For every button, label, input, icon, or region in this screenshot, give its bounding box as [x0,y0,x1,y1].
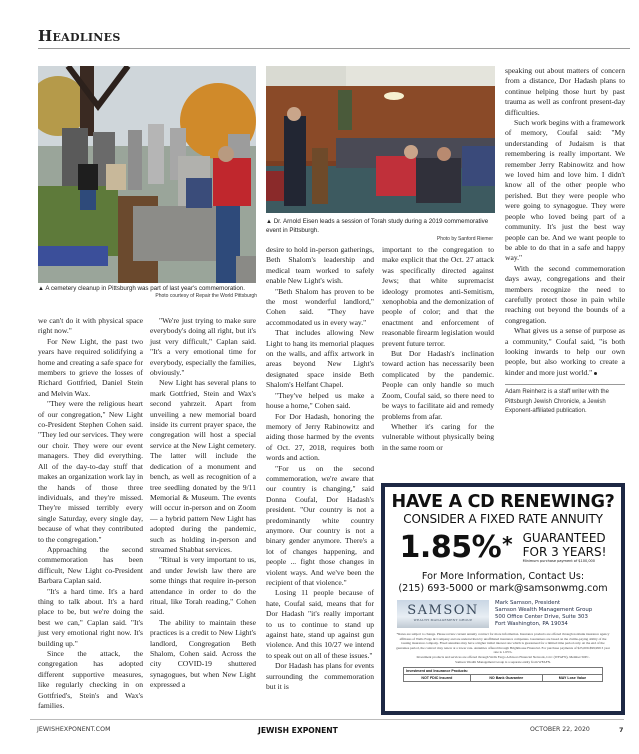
ad-rate-row [385,530,621,565]
samson-logo [397,600,489,628]
paragraph: important to the congregation to make explicit that the Oct. 27 attack was specifically directed against Jews; that white supremacist ideology promotes anti-Semitism, xenophobia and the demonization of people of color; and that the enactment and enforcement of reasonable firearm legislation would prevent future terror. [382,245,494,348]
ad-headline: HAVE A CD RENEWING? [391,492,615,512]
torah-study-photo [266,66,495,213]
paragraph: Such work begins with a framework of memory, Coufal said: "My understanding of Judaism is that remembering is really important. We remember Jerry Rabinowitz and how we loved him and love him. I didn't know all of the other people who perished. But they were people who were going to synagogue. They were people who loved being part of a community. It's just the best way people can be. And we want people to be able to do that in a safe and happy way." [505,118,625,263]
ad-guarantee [523,531,607,564]
ad-contact[interactable]: (215) 693-5000 or mark@samsonwmg.com [398,583,608,594]
paragraph: But Dor Hadash's inclination toward action has necessarily been complicated by the pandemic. People can only handle so much Zoom, Coufal said, so there need to be ways to facilitate aid and remedy problems from afar. [382,349,494,421]
paragraph: Since the attack, the congregation has adopted different supportive measures, like regularly checking in on Gottfried's, Stein's and Wax's families. [38,649,143,711]
asterisk-icon: * [502,531,513,556]
ad-disclosure-table [403,667,603,682]
logo-subtitle: WEALTH MANAGEMENT GROUP [413,618,473,622]
address-line: Samson Wealth Management Group [495,607,593,613]
paragraph: For Dor Hadash, honoring the memory of Jerry Rabinowitz and aiding those harmed by the events of Oct. 27, 2018, requires both words and action. [266,411,374,463]
paragraph: "Beth Shalom has proven to be the most wonderful landlord," Cohen said. "They have accommodated us in every way." [266,286,374,327]
logo-name: SAMSON [407,603,479,618]
footer-page-number: 7 [619,726,624,734]
address-line: Mark Samson, President [495,600,561,606]
section-header [38,26,630,49]
fine-print-line: *Rates are subject to change. Please review current annuity contract for more information. Insurance products are offered through nonbank insurance agency affiliates of Wells Fargo & Company and are underwritten by unaffiliated insurance companies. Guarantees are based on the claims-paying ability of the issuing insurance company. Fixed annuities may have a higher initial interest rate which is guaranteed for a limited time period only. At the end of the guarantee period, the contract may renew at a lower rate. Annuities offered through Brighthouse Financial. For purchase payments of $25,000-$99,999 3 year rate is 1.65%. [396,632,610,655]
paragraph [505,326,625,378]
fine-print-line: Samson Wealth Management Group is a separate entity from WFAFN. [455,659,551,664]
footer-website[interactable]: JEWISHEXPONENT.COM [37,726,111,733]
author-bio: Adam Reinherz is a staff writer with the Pittsburgh Jewish Chronicle, a Jewish Exponent-affiliated publication. [505,384,625,416]
cemetery-caption-text: A cemetery cleanup in Pittsburgh was part of last year's commemoration. [45,285,245,292]
article-column-2 [150,316,256,691]
ad-guarantee-line-1: GUARANTEED [522,531,606,545]
disclosure-cell: NOT FDIC Insured [404,675,471,682]
footer-divider [30,719,624,720]
paragraph-text: What gives us a sense of purpose as a community," Coufal said, "is both looking inwards to help our own people, but also working to create a kinder and more just world." [505,326,625,377]
address-line: Fort Washington, PA 19034 [495,621,568,627]
paragraph: "For us on the second commemoration, we're aware that our country is changing," said Donna Coufal, Dor Hadash's president. "Our country is not a predominantly white country anymore. Our country is not a binary gender anymore. There's a lot of changes happening, and people ... fight those changes in violent ways. And we've been the recipient of that violence." [266,463,374,587]
paragraph: "They've helped us make a house a home," Cohen said. [266,390,374,411]
ad-bottom [385,600,621,628]
triangle-up-icon: ▲ [266,219,272,225]
paragraph: speaking out about matters of concern from a distance, Dor Hadash plans to continue helping those hurt by past trauma as well as confront present-day difficulties. [505,66,625,117]
cemetery-photo [38,66,256,283]
ad-subhead: CONSIDER A FIXED RATE ANNUITY [403,512,603,526]
paragraph: desire to hold in-person gatherings, Beth Shalom's leadership and medical team worked to safely enable New Light's wish. [266,245,374,286]
paragraph: For New Light, the past two years have required solidifying a home and creating a safe space for members to grieve the losses of Richard Gottfried, Daniel Stein and Melvin Wax. [38,336,143,398]
paragraph: Approaching the second commemoration has been difficult, New Light co-President Barbara Caplan said. [38,544,143,586]
paragraph: "Ritual is very important to us, and under Jewish law there are some things that require in-person attendance in order to do the ritual, like Torah reading," Cohen said. [150,555,256,617]
cemetery-photo-credit: Photo courtesy of Repair the World Pittsburgh [155,293,257,299]
disclosure-cell: NO Bank Guarantee [470,675,542,682]
paragraph: we can't do it with physical space right now." [38,316,143,336]
disclosure-cell: MAY Lose Value [542,675,602,682]
address-line: 500 Office Center Drive, Suite 303 [495,614,588,620]
paragraph: Dor Hadash has plans for events surrounding the commemoration but it is [266,661,374,692]
article-column-5-wrapper [505,66,625,416]
paragraph: Losing 11 people because of hate, Coufal said, means that for Dor Hadash "it's really important to us to continue to stand up against hate, stand up against gun violence. And this 10/27 we intend to speak out on all of these issues." [266,588,374,660]
bullet-icon [594,372,597,375]
disclosure-header: Investment and Insurance Products: [404,668,603,675]
ad-guarantee-line-2: FOR 3 YEARS! [522,545,607,559]
torah-study-caption-text: Dr. Arnold Eisen leads a session of Torah study during a 2019 commemorative event in Pittsburgh. [266,218,489,234]
ad-address [495,600,592,628]
torah-study-photo-credit: Photo by Sanford Riemer [436,236,493,242]
ad-minimum: Minimum purchase payment of $100,000 [522,559,595,563]
ad-info: For More Information, Contact Us: [421,571,585,582]
paragraph: With the second commemoration days away, congregations and their members recognize the need to carefully protect those in pain while reaching out beyond the bounds of a congregation. [505,263,625,325]
article-column-1 [38,316,143,711]
paragraph: Whether it's caring for the vulnerable without physically being in the same room or [382,421,494,452]
article-column-4 [382,245,494,453]
ad-rate: 1.85% [399,530,502,565]
paragraph: "We're just trying to make sure everybody's doing all right, but it's just very difficult," Caplan said. "It's a very emotional time for everybody, especially the families, obviously." [150,316,256,378]
article-column-5 [505,66,625,378]
paragraph: "It's a hard time. It's a hard thing to talk about. It's a hard place to be, but we're doing the best we can," Caplan said. "It's just very emotional right now. It's building up." [38,586,143,648]
paragraph: New Light has several plans to mark Gottfried, Stein and Wax's second yahrzeit. Apart from unveiling a new memorial board inside its current prayer space, the congregation will host a special service at the New Light cemetery. The latter will include the dedication of a monument and bench, as well as recognition of a tree seedling donated by the 9/11 Memorial & Museum. The events will occur in-person and on Zoom — a hybrid pattern New Light has adopted during the pandemic, such as holding in-person and streamed Shabbat services. [150,378,256,554]
paragraph: That includes allowing New Light to hang its memorial plaques on the walls, and affix artwork in areas beyond New Light's designated space inside Beth Shalom's Helfant Chapel. [266,328,374,390]
torah-study-caption [266,218,491,234]
footer-publication: JEWISH EXPONENT [258,726,338,735]
annuity-advertisement[interactable] [381,483,625,715]
paragraph: "They were the religious heart of our congregation," New Light co-President Stephen Cohen said. "They led our services. They were our choir. They were our event managers. They did everything. All of the day-to-day stuff that makes an organization work lay in the hands of those three individuals, and they're missed. They're missed terribly every single Saturday, every single day, because of what they contributed to the congregation." [38,399,143,544]
ad-fine-print [395,632,611,664]
footer-date: OCTOBER 22, 2020 [530,726,590,733]
paragraph: The ability to maintain these practices is a credit to New Light's landlord, Congregation Beth Shalom, Cohen said. Across the city COVID-19 shuttered synagogues, but when New Light expressed a [150,617,256,690]
section-title: Headlines [38,27,121,45]
article-column-3 [266,245,374,692]
triangle-up-icon: ▲ [38,286,44,292]
fine-print-line: Investment products and services are offered through Wells Fargo Advisors Financial Network, LLC (WFAFN), Member SIPC. [416,654,590,659]
